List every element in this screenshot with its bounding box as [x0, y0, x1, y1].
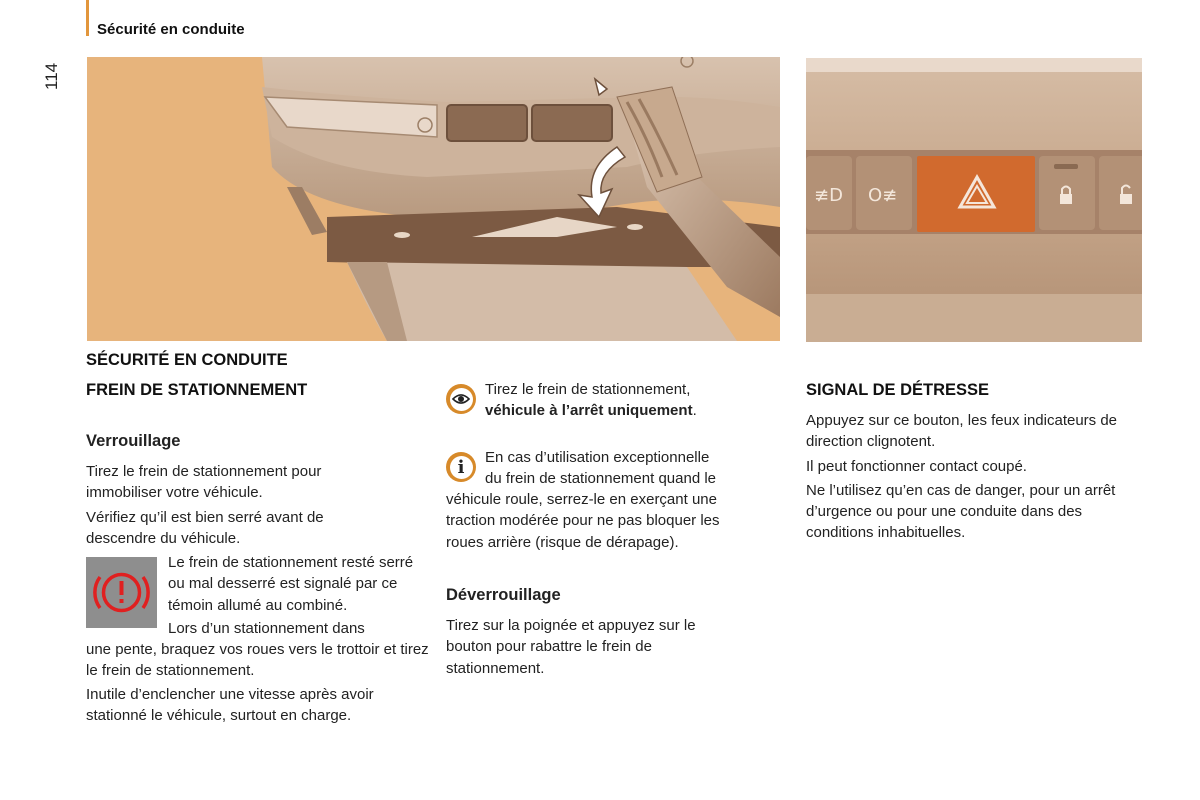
info-icon: i — [446, 452, 476, 482]
svg-text:O≢: O≢ — [868, 185, 898, 206]
eye-note-line1: Tirez le frein de stationnement, — [485, 381, 691, 398]
svg-text:≢D: ≢D — [814, 185, 843, 206]
slope-text-rest: une pente, braquez vos roues vers le trottoir et tirez le frein de stationnement. — [86, 641, 429, 680]
parking-brake-illustration — [87, 57, 780, 341]
brake-warning-lamp — [86, 557, 157, 628]
parking-brake-title: FREIN DE STATIONNEMENT — [86, 381, 308, 399]
gear-note: Inutile d’enclencher une vitesse après avoir stationné le véhicule, surtout en charge. — [86, 686, 374, 725]
hazard-switch-illustration — [806, 58, 1142, 342]
info-line2: du frein de stationnement quand le — [485, 470, 716, 488]
info-line1: En cas d’utilisation exceptionnelle — [485, 449, 710, 466]
section-header: Sécurité en conduite — [97, 21, 245, 38]
lock-paragraph-2: Vérifiez qu’il est bien serré avant de descendre du véhicule. — [86, 508, 324, 547]
header-accent-bar — [86, 0, 89, 36]
eye-note-bold: véhicule à l’arrêt uniquement — [485, 402, 693, 420]
eye-note-icon — [446, 384, 476, 414]
eye-note-text — [485, 379, 765, 422]
page-number: 114 — [42, 62, 61, 90]
hazard-heading: SIGNAL DE DÉTRESSE — [806, 381, 990, 399]
hazard-paragraph-2: Il peut fonctionner contact coupé. — [806, 457, 1027, 475]
lock-paragraph-1: Tirez le frein de stationnement pour immobiliser votre véhicule. — [86, 463, 322, 502]
eye-note-end: . — [692, 402, 697, 420]
lock-text-block — [86, 461, 386, 552]
unlock-text: Tirez sur la poignée et appuyez sur le bouton pour rabattre le frein de stationnement. — [446, 617, 696, 677]
slope-text-line1: Lors d’un stationnement dans — [168, 620, 365, 637]
hazard-paragraph-3: Ne l’utilisez qu’en cas de danger, pour un arrêt d’urgence ou pour une conduite dans des conditions inhabituelles. — [806, 481, 1116, 542]
hazard-paragraph-1: Appuyez sur ce bouton, les feux indicateurs de direction clignotent. — [806, 412, 1118, 451]
unlock-heading: Déverrouillage — [446, 586, 561, 604]
section-title: SÉCURITÉ EN CONDUITE — [86, 351, 288, 369]
brake-warning-icon — [86, 557, 157, 628]
info-lines-top — [485, 447, 765, 490]
hazard-text-block — [806, 410, 1146, 547]
warning-text: Le frein de stationnement resté serré ou mal desserré est signalé par ce témoin allumé au combiné. — [168, 554, 414, 614]
info-rest: véhicule roule, serrez-le en exerçant une traction modérée pour ne pas bloquer les roues arrière (risque de dérapage). — [446, 491, 720, 551]
lock-heading: Verrouillage — [86, 432, 181, 450]
